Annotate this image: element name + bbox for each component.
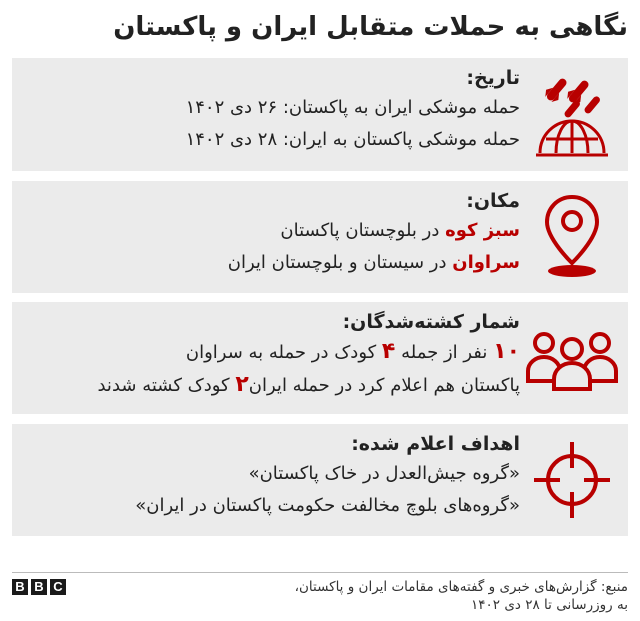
casualties-rest-text: کودک در حمله به سراوان [185,342,382,363]
location-highlight-saravan: سراوان [452,252,520,273]
location-heading: مکان: [466,190,520,212]
source-line-2: به روزرسانی تا ۲۸ دی ۱۴۰۲ [471,597,628,613]
date-heading: تاریخ: [466,67,520,89]
targets-panel [12,424,628,536]
crosshair-target-icon [522,424,622,536]
bbc-logo-letter-3: C [50,579,66,595]
location-line-saravan [20,247,520,279]
location-highlight-sabzkuh: سبز کوه [445,220,520,241]
date-line-iran-strike: حمله موشکی ایران به پاکستان: ۲۶ دی ۱۴۰۲ [185,97,520,118]
target-line-jaish-al-adl: «گروه جیش‌العدل در خاک پاکستان» [248,463,520,484]
casualties-line-saravan [20,336,520,369]
bbc-logo-letter-1: B [12,579,28,595]
target-line-baloch-groups: «گروه‌های بلوچ مخالفت حکومت پاکستان در ایران» [135,495,520,516]
source-line-1: منبع: گزارش‌های خبری و گفته‌های مقامات ایران و پاکستان، [294,579,628,595]
bbc-logo-letter-2: B [31,579,47,595]
location-line-sabzkuh [20,215,520,247]
casualties-pakistan-children-count: ۲ [235,372,249,397]
location-panel [12,181,628,293]
people-group-icon [522,302,622,414]
missile-strike-icon [522,58,622,171]
location-pin-icon [522,181,622,293]
location-rest-saravan: در سیستان و بلوچستان ایران [227,252,453,273]
casualties-pakistan-rest: کودک کشته شدند [97,375,236,396]
footer-divider [12,572,628,573]
source-note [295,578,628,614]
casualties-heading: شمار کشته‌شدگان: [342,311,520,333]
bbc-logo [12,579,66,595]
date-panel [12,58,628,171]
date-line-pakistan-strike: حمله موشکی پاکستان به ایران: ۲۸ دی ۱۴۰۲ [185,129,520,150]
targets-heading: اهداف اعلام شده: [351,433,520,455]
casualties-panel [12,302,628,414]
page-title: نگاهی به حملات متقابل ایران و پاکستان [113,12,628,42]
location-rest-sabzkuh: در بلوچستان پاکستان [280,220,446,241]
casualties-total-count: ۱۰ [493,339,520,364]
casualties-children-count: ۴ [381,339,396,364]
casualties-line-pakistan [20,369,520,402]
casualties-pakistan-start: پاکستان هم اعلام کرد در حمله ایران [248,375,520,396]
casualties-mid-text: نفر از جمله [395,342,494,363]
